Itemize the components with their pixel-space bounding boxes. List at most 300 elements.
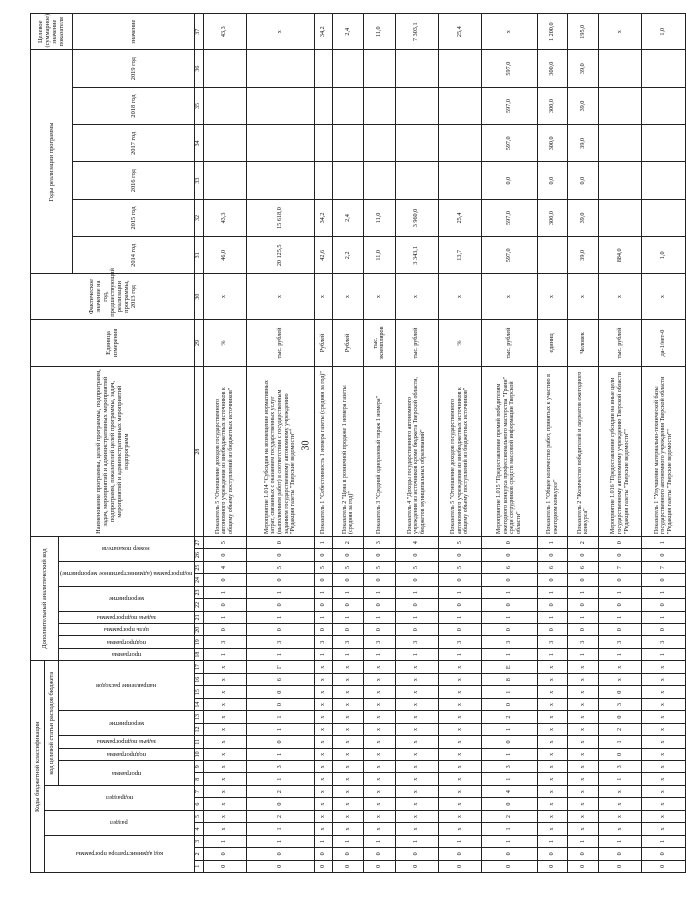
code-cell: 0 — [568, 599, 599, 611]
column-number: 28 — [194, 367, 203, 537]
year-value — [333, 50, 364, 87]
code-cell: x — [203, 785, 246, 797]
code-cell: 1 — [537, 536, 568, 548]
column-number: 12 — [194, 723, 203, 735]
row-name: Показатель 5 "Отношение доходов государственного автономного учреждения из внебюджетных источников к общему объему поступлений из бюджетных источников" — [438, 367, 481, 537]
year-value — [438, 125, 481, 162]
year-value — [364, 125, 396, 162]
row-fact: x — [438, 274, 481, 319]
code-cell: 0 — [599, 860, 642, 872]
code-cell: x — [438, 810, 481, 822]
row-unit: тыс. рублей — [395, 319, 438, 367]
code-cell: 0 — [246, 798, 314, 810]
program-table — [30, 13, 686, 873]
code-cell: 5 — [333, 561, 364, 573]
code-cell: x — [333, 810, 364, 822]
column-number: 15 — [194, 686, 203, 698]
column-number: 6 — [194, 798, 203, 810]
code-cell: x — [333, 674, 364, 686]
code-cell: 1 — [642, 835, 685, 847]
code-cell: x — [203, 823, 246, 835]
column-number: 22 — [194, 599, 203, 611]
code-cell: 0 — [568, 549, 599, 561]
column-number: 13 — [194, 711, 203, 723]
code-cell: 0 — [482, 536, 538, 548]
column-number: 32 — [194, 199, 203, 236]
code-cell: 2 — [246, 810, 314, 822]
code-cell: x — [438, 661, 481, 674]
code-cell: x — [642, 785, 685, 797]
column-number: 24 — [194, 574, 203, 586]
code-cell: 5 — [364, 561, 396, 573]
header-year-2018: 2018 год — [72, 87, 194, 124]
code-cell: 0 — [438, 624, 481, 636]
column-number: 34 — [194, 125, 203, 162]
code-cell: x — [203, 773, 246, 785]
code-cell: 1 — [568, 611, 599, 623]
header-activity: мероприятие — [59, 711, 195, 736]
row-target: x — [599, 14, 642, 50]
code-cell: 0 — [438, 860, 481, 872]
code-cell: x — [642, 711, 685, 723]
code-cell: x — [642, 773, 685, 785]
row-name: Показатель 2 "Цена в розничной продаже 1 номера газеты (средняя за год)" — [333, 367, 364, 537]
code-cell: 0 — [568, 574, 599, 586]
code-cell: 0 — [333, 860, 364, 872]
year-value — [599, 125, 642, 162]
code-cell: 0 — [246, 599, 314, 611]
code-cell: x — [203, 723, 246, 735]
code-cell: 7 — [642, 561, 685, 573]
header-ac-task: задача подпрограммы — [59, 611, 195, 623]
code-cell: x — [395, 823, 438, 835]
row-fact: x — [314, 274, 333, 319]
code-cell: 1 — [246, 723, 314, 735]
code-cell: 0 — [395, 549, 438, 561]
year-value: 46,0 — [203, 237, 246, 274]
year-value: 0,0 — [482, 162, 538, 199]
year-value: 2,4 — [333, 199, 364, 236]
code-cell: x — [203, 698, 246, 710]
code-cell: 0 — [642, 624, 685, 636]
year-value: 2,2 — [333, 237, 364, 274]
code-cell: 1 — [482, 611, 538, 623]
code-cell: 0 — [314, 549, 333, 561]
column-number: 21 — [194, 611, 203, 623]
year-value: 39,0 — [568, 50, 599, 87]
code-cell: 0 — [203, 574, 246, 586]
code-cell: 0 — [203, 624, 246, 636]
column-number: 11 — [194, 736, 203, 748]
code-cell: 0 — [642, 848, 685, 860]
table-row — [364, 14, 396, 873]
year-value — [642, 199, 685, 236]
code-cell: 3 — [642, 636, 685, 648]
code-cell: 1 — [246, 748, 314, 760]
code-cell: 1 — [568, 586, 599, 598]
code-cell: x — [438, 686, 481, 698]
header-section: раздел — [45, 810, 195, 835]
year-value: 597,0 — [482, 237, 538, 274]
code-cell: 1 — [333, 611, 364, 623]
code-cell: x — [203, 674, 246, 686]
code-cell: x — [537, 723, 568, 735]
code-cell: x — [364, 773, 396, 785]
row-target: 25,4 — [438, 14, 481, 50]
year-value: 597,0 — [482, 125, 538, 162]
row-unit: % — [438, 319, 481, 367]
year-value: 13,7 — [438, 237, 481, 274]
code-cell: x — [395, 698, 438, 710]
code-cell: 3 — [246, 636, 314, 648]
year-value — [333, 87, 364, 124]
year-value: 43,3 — [203, 199, 246, 236]
code-cell: x — [438, 674, 481, 686]
code-cell: 0 — [642, 860, 685, 872]
header-year-2014: 2014 год — [72, 237, 194, 274]
code-cell: 0 — [438, 549, 481, 561]
table-row — [246, 14, 314, 873]
row-fact: x — [395, 274, 438, 319]
code-cell: x — [537, 810, 568, 822]
code-cell: 1 — [203, 586, 246, 598]
code-cell: x — [364, 798, 396, 810]
year-value — [333, 125, 364, 162]
code-cell: Е — [482, 661, 538, 674]
code-cell: 0 — [482, 549, 538, 561]
code-cell: x — [599, 810, 642, 822]
code-cell: 8 — [482, 674, 538, 686]
code-cell: 0 — [599, 574, 642, 586]
code-cell: 1 — [599, 773, 642, 785]
year-value: 42,6 — [314, 237, 333, 274]
table-row — [438, 14, 481, 873]
code-cell: x — [314, 736, 333, 748]
year-value — [333, 162, 364, 199]
code-cell: x — [438, 761, 481, 773]
code-cell: 0 — [364, 599, 396, 611]
column-number: 31 — [194, 237, 203, 274]
year-value — [314, 162, 333, 199]
code-cell: x — [395, 661, 438, 674]
code-cell: x — [364, 711, 396, 723]
row-unit: тыс. рублей — [599, 319, 642, 367]
row-name: Показатель 1 "Общее количество работ, принятых к участию в ежегодном конкурсе" — [537, 367, 568, 537]
code-cell: x — [438, 711, 481, 723]
column-number: 14 — [194, 698, 203, 710]
year-value — [395, 50, 438, 87]
code-cell: x — [333, 661, 364, 674]
row-name: Мероприятие 1.015 "Предоставление премий победителям ежегодного конкурса профессионального мастерства "Грани" среди сотрудников средств массовой информации Тверской области" — [482, 367, 538, 537]
code-cell: x — [364, 785, 396, 797]
code-cell: 3 — [364, 536, 396, 548]
code-cell: x — [364, 823, 396, 835]
code-cell: 0 — [246, 736, 314, 748]
code-cell: x — [364, 748, 396, 760]
year-value — [364, 162, 396, 199]
code-cell: 2 — [599, 723, 642, 735]
code-cell: 0 — [333, 574, 364, 586]
code-cell: x — [568, 698, 599, 710]
code-cell: Г — [246, 661, 314, 674]
code-cell: 1 — [246, 773, 314, 785]
code-cell: x — [314, 711, 333, 723]
code-cell: 1 — [333, 835, 364, 847]
row-target: 43,3 — [203, 14, 246, 50]
code-cell: 0 — [333, 624, 364, 636]
code-cell: x — [568, 748, 599, 760]
code-cell: x — [599, 674, 642, 686]
code-cell: 0 — [246, 698, 314, 710]
code-cell: x — [537, 823, 568, 835]
table-row — [395, 14, 438, 873]
row-name: Показатель 1 "Себестоимость 1 номера газеты (средняя за год)" — [314, 367, 333, 537]
code-cell: 0 — [314, 599, 333, 611]
year-value: 34,2 — [314, 199, 333, 236]
row-target: 2,4 — [333, 14, 364, 50]
table-row — [537, 14, 568, 873]
code-cell: 0 — [246, 848, 314, 860]
row-target: 11,0 — [364, 14, 396, 50]
year-value — [203, 50, 246, 87]
code-cell: 0 — [599, 549, 642, 561]
code-cell: x — [568, 810, 599, 822]
code-cell: 0 — [537, 549, 568, 561]
year-value — [642, 125, 685, 162]
column-number: 10 — [194, 748, 203, 760]
code-cell: x — [364, 810, 396, 822]
code-cell: x — [537, 761, 568, 773]
code-cell: x — [568, 823, 599, 835]
code-cell: 2 — [568, 536, 599, 548]
code-cell: x — [395, 810, 438, 822]
header-year-2019: 2019 год — [72, 50, 194, 87]
row-fact: x — [537, 274, 568, 319]
year-value: 39,0 — [568, 199, 599, 236]
year-value — [642, 50, 685, 87]
code-cell: x — [395, 748, 438, 760]
code-cell: x — [364, 661, 396, 674]
header-year-2016: 2016 год — [72, 162, 194, 199]
code-cell: 0 — [599, 686, 642, 698]
code-cell: 1 — [246, 611, 314, 623]
code-cell: 0 — [599, 536, 642, 548]
code-cell: 1 — [482, 748, 538, 760]
code-cell: x — [568, 686, 599, 698]
code-cell: 0 — [537, 860, 568, 872]
year-value: 11,0 — [364, 237, 396, 274]
code-cell: x — [203, 661, 246, 674]
header-ac-number: номер показателя — [59, 536, 195, 561]
row-name: Показатель 3 "Средний одноразовый тираж 1 номера" — [364, 367, 396, 537]
column-number: 37 — [194, 14, 203, 50]
code-cell: x — [537, 736, 568, 748]
code-cell: x — [537, 686, 568, 698]
code-cell: 1 — [314, 835, 333, 847]
code-cell: 5 — [203, 536, 246, 548]
code-cell: 1 — [482, 773, 538, 785]
code-cell: x — [438, 748, 481, 760]
code-cell: 0 — [599, 748, 642, 760]
row-unit: единиц — [537, 319, 568, 367]
code-cell: 1 — [395, 611, 438, 623]
code-cell: 5 — [395, 561, 438, 573]
code-cell: x — [333, 736, 364, 748]
code-cell: 2 — [333, 536, 364, 548]
code-cell: 1 — [364, 648, 396, 660]
code-cell: x — [395, 773, 438, 785]
year-value — [537, 237, 568, 274]
code-cell: 1 — [203, 611, 246, 623]
header-target-article: код целевой статьи расходов бюджета — [45, 661, 59, 786]
code-cell: 1 — [333, 648, 364, 660]
code-cell: 1 — [438, 611, 481, 623]
code-cell: x — [438, 736, 481, 748]
code-cell: 4 — [482, 785, 538, 797]
code-cell: x — [438, 798, 481, 810]
code-cell: 3 — [438, 636, 481, 648]
code-cell: 0 — [203, 860, 246, 872]
code-cell: 1 — [482, 586, 538, 598]
code-cell: 0 — [537, 599, 568, 611]
code-cell: 0 — [482, 599, 538, 611]
row-unit: тыс. экземпляров — [364, 319, 396, 367]
code-cell: 0 — [364, 860, 396, 872]
code-cell: x — [642, 823, 685, 835]
code-cell: x — [333, 686, 364, 698]
code-cell: x — [395, 785, 438, 797]
code-cell: 0 — [364, 574, 396, 586]
code-cell: 0 — [568, 624, 599, 636]
header-ac-program: программа — [59, 648, 195, 660]
header-task: задача подпрограммы — [59, 736, 195, 748]
code-cell: 0 — [537, 574, 568, 586]
code-cell: 0 — [364, 549, 396, 561]
code-cell: 0 — [314, 848, 333, 860]
code-cell: 1 — [314, 611, 333, 623]
code-cell: x — [438, 723, 481, 735]
code-cell: 1 — [599, 736, 642, 748]
table-row — [482, 14, 538, 873]
code-cell: 0 — [333, 848, 364, 860]
code-cell: 1 — [438, 648, 481, 660]
code-cell: x — [537, 748, 568, 760]
header-subprogram: подпрограмма — [59, 748, 195, 760]
code-cell: 1 — [568, 648, 599, 660]
row-fact: x — [333, 274, 364, 319]
code-cell: x — [537, 674, 568, 686]
year-value — [364, 87, 396, 124]
table-row — [642, 14, 685, 873]
code-cell: x — [203, 810, 246, 822]
code-cell: x — [395, 761, 438, 773]
code-cell: x — [364, 736, 396, 748]
code-cell: x — [537, 698, 568, 710]
header-ac-goal: цель программы — [59, 624, 195, 636]
code-cell: 1 — [364, 586, 396, 598]
year-value — [395, 125, 438, 162]
code-cell: x — [537, 711, 568, 723]
code-cell: 0 — [438, 599, 481, 611]
code-cell: 0 — [203, 549, 246, 561]
code-cell: 0 — [364, 848, 396, 860]
code-cell: x — [568, 723, 599, 735]
row-name: Показатель 1 "Улучшение материально-технической базы государственного автономного учреждения Тверской области "Редакция газеты "Тверские ведомости"" — [642, 367, 685, 537]
code-cell: 3 — [482, 636, 538, 648]
year-value: 20 125,5 — [246, 237, 314, 274]
header-admin-code: код администратора программы — [45, 835, 195, 872]
column-number: 29 — [194, 319, 203, 367]
header-fact-2013: Фактическое значение на год, предшествующий реализации программы, 2013 год — [31, 274, 195, 319]
year-value — [246, 162, 314, 199]
code-cell: 1 — [395, 648, 438, 660]
year-value — [642, 87, 685, 124]
code-cell: x — [537, 785, 568, 797]
row-unit: Человек — [568, 319, 599, 367]
code-cell: 0 — [438, 574, 481, 586]
year-value: 300,0 — [537, 125, 568, 162]
year-value: 11,0 — [364, 199, 396, 236]
code-cell: 1 — [568, 835, 599, 847]
row-fact: x — [364, 274, 396, 319]
column-number: 2 — [194, 848, 203, 860]
row-unit: Рублей — [333, 319, 364, 367]
table-row — [314, 14, 333, 873]
header-year-2015: 2015 год — [72, 199, 194, 236]
code-cell: 2 — [246, 785, 314, 797]
code-cell: x — [438, 823, 481, 835]
code-cell: 1 — [642, 648, 685, 660]
code-cell: 6 — [482, 561, 538, 573]
code-cell: 0 — [482, 736, 538, 748]
year-value — [438, 50, 481, 87]
code-cell: x — [438, 773, 481, 785]
code-cell: 3 — [599, 761, 642, 773]
year-value — [642, 162, 685, 199]
row-unit: % — [203, 319, 246, 367]
code-cell: 3 — [395, 636, 438, 648]
code-cell: x — [203, 736, 246, 748]
row-unit: да-1/нет-0 — [642, 319, 685, 367]
code-cell: 1 — [599, 648, 642, 660]
row-fact: x — [568, 274, 599, 319]
code-cell: x — [395, 723, 438, 735]
code-cell: x — [314, 661, 333, 674]
code-cell: x — [203, 798, 246, 810]
header-year-2017: 2017 год — [72, 125, 194, 162]
code-cell: x — [314, 723, 333, 735]
year-value: 3 343,1 — [395, 237, 438, 274]
code-cell: 0 — [314, 860, 333, 872]
row-unit: тыс. рублей — [246, 319, 314, 367]
code-cell: 1 — [482, 648, 538, 660]
code-cell: 1 — [364, 835, 396, 847]
code-cell: 3 — [482, 761, 538, 773]
code-cell: 1 — [246, 835, 314, 847]
code-cell: 1 — [482, 835, 538, 847]
year-value — [246, 50, 314, 87]
code-cell: x — [364, 674, 396, 686]
year-value — [364, 50, 396, 87]
header-target-value: значение — [72, 14, 194, 50]
code-cell: x — [314, 674, 333, 686]
row-target: 7 303,1 — [395, 14, 438, 50]
code-cell: 1 — [314, 648, 333, 660]
table-row — [568, 14, 599, 873]
year-value: 597,0 — [482, 87, 538, 124]
code-cell: x — [314, 823, 333, 835]
code-cell: x — [203, 686, 246, 698]
